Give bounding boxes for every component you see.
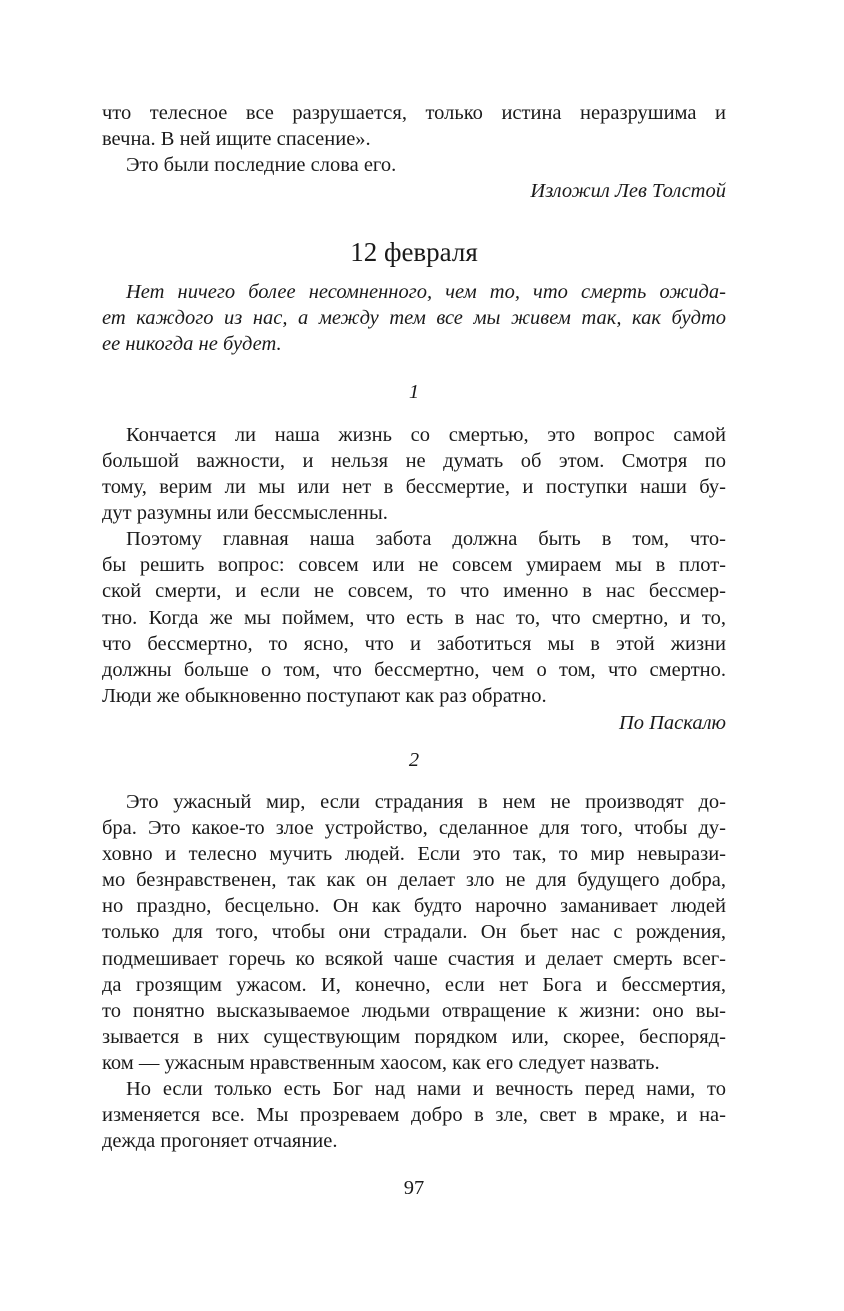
text-line: зывается в них существующим порядком или, скорее, беспоряд- [102, 1026, 726, 1048]
text-line: бра. Это какое-то злое устройство, сделанное для того, чтобы ду- [102, 817, 726, 839]
text-line: что телесное все разрушается, только истина неразрушима и [102, 102, 726, 124]
text-line: мо безнравственен, так как он делает зло не для будущего добра, [102, 869, 726, 891]
epigraph-line: Нет ничего более несомненного, чем то, что смерть ожида- [126, 281, 726, 303]
text-line: дут разумны или бессмысленны. [102, 502, 388, 524]
text-line: большой важности, и нельзя не думать об этом. Смотря по [102, 450, 726, 472]
text-line: ховно и телесно мучить людей. Если это так, то мир невырази- [102, 843, 726, 865]
text-line: Люди же обыкновенно поступают как раз обратно. [102, 685, 547, 707]
text-line: Поэтому главная наша забота должна быть в том, что- [126, 528, 726, 550]
text-line: изменяется все. Мы прозреваем добро в зле, свет в мраке, и на- [102, 1104, 726, 1126]
text-line: но праздно, бесцельно. Он как будто нарочно заманивает людей [102, 895, 726, 917]
text-line: Кончается ли наша жизнь со смертью, это вопрос самой [126, 424, 726, 446]
text-line: должны больше о том, что бессмертно, чем о том, что смертно. [102, 659, 726, 681]
section-title: 12 февраля [350, 237, 478, 267]
text-line: Но если только есть Бог над нами и вечность перед нами, то [126, 1078, 726, 1100]
text-line: Это ужасный мир, если страдания в нем не производят до- [126, 791, 726, 813]
epigraph-line: ет каждого из нас, а между тем все мы живем так, как будто [102, 307, 726, 329]
text-line: дежда прогоняет отчаяние. [102, 1130, 338, 1152]
attribution: По Паскалю [618, 712, 726, 734]
text-line: только для того, чтобы они страдали. Он бьет нас с рождения, [102, 921, 726, 943]
page-number: 97 [403, 1177, 425, 1199]
text-line: тно. Когда же мы поймем, что есть в нас то, что смертно, и то, [102, 607, 726, 629]
text-line: да грозящим ужасом. И, конечно, если нет Бога и бессмертия, [102, 974, 726, 996]
text-line: подмешивает горечь ко всякой чаше счастия и делает смерть всег- [102, 948, 726, 970]
entry-number: 1 [408, 381, 420, 403]
text-line: ской смерти, и если не совсем, то что именно в нас бессмер- [102, 580, 726, 602]
text-line: что бессмертно, то ясно, что и заботиться мы в этой жизни [102, 633, 726, 655]
epigraph-line: ее никогда не будет. [102, 333, 282, 355]
text-line: то понятно высказываемое людьми отвращение к жизни: оно вы- [102, 1000, 726, 1022]
attribution: Изложил Лев Толстой [530, 180, 726, 202]
text-line: тому, верим ли мы или нет в бессмертие, и поступки наши бу- [102, 476, 726, 498]
entry-number: 2 [408, 749, 420, 771]
text-line: Это были последние слова его. [126, 154, 397, 176]
text-line: вечна. В ней ищите спасение». [102, 128, 371, 150]
text-line: ком — ужасным нравственным хаосом, как его следует назвать. [102, 1052, 660, 1074]
text-line: бы решить вопрос: совсем или не совсем умираем мы в плот- [102, 554, 726, 576]
